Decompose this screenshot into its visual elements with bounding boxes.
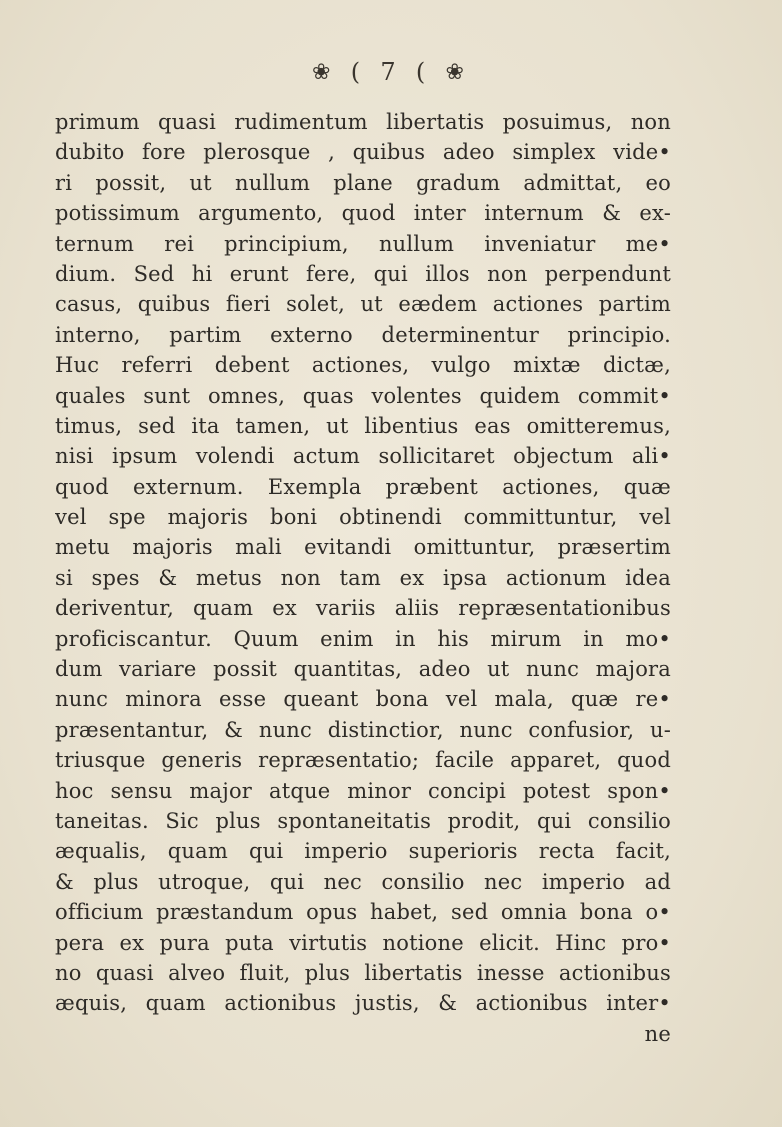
- text-line-19: dum variare possit quantitas, adeo ut nunc majora: [55, 657, 671, 682]
- text-line-21: præsentantur, & nunc distinctior, nunc confusior, u-: [55, 717, 671, 742]
- text-line-18: proficiscantur. Quum enim in his mirum in mo•: [55, 626, 671, 651]
- text-line-22: triusque generis repræsentatio; facile apparet, quod: [55, 748, 671, 773]
- text-line-23: hoc sensu major atque minor concipi potest spon•: [55, 778, 671, 803]
- paren-right: (: [415, 58, 432, 86]
- ornament-right-icon: ❀: [445, 59, 470, 85]
- text-line-12: nisi ipsum volendi actum sollicitaret objectum ali•: [55, 444, 671, 469]
- page-number: 7: [380, 58, 402, 86]
- paren-left: (: [350, 58, 367, 86]
- text-line-20: nunc minora esse queant bona vel mala, quæ re•: [55, 687, 671, 712]
- text-line-17: deriventur, quam ex variis aliis repræsentationibus: [55, 596, 671, 621]
- text-line-14: vel spe majoris boni obtinendi committuntur, vel: [55, 505, 671, 530]
- catchword: ne: [644, 1021, 671, 1046]
- page-header: [0, 56, 782, 86]
- text-line-25: æqualis, quam qui imperio superioris recta facit,: [55, 839, 671, 864]
- text-line-8: interno, partim externo determinentur principio.: [55, 322, 671, 347]
- ornament-left-icon: ❀: [312, 59, 337, 85]
- text-line-6: dium. Sed hi erunt fere, qui illos non perpendunt: [55, 261, 671, 286]
- text-line-29: no quasi alveo fluit, plus libertatis inesse actionibus: [55, 960, 671, 985]
- text-line-9: Huc referri debent actiones, vulgo mixtæ dictæ,: [55, 353, 671, 378]
- text-line-7: casus, quibus fieri solet, ut eædem actiones partim: [55, 292, 671, 317]
- text-line-27: officium præstandum opus habet, sed omnia bona o•: [55, 900, 671, 925]
- text-line-3: ri possit, ut nullum plane gradum admittat, eo: [55, 170, 671, 195]
- body-text: [55, 107, 671, 1049]
- text-line-28: pera ex pura puta virtutis notione elicit. Hinc pro•: [55, 930, 671, 955]
- text-line-15: metu majoris mali evitandi omittuntur, præsertim: [55, 535, 671, 560]
- text-line-5: ternum rei principium, nullum inveniatur me•: [55, 231, 671, 256]
- text-line-2: dubito fore plerosque , quibus adeo simplex vide•: [55, 140, 671, 165]
- text-line-1: primum quasi rudimentum libertatis posuimus, non: [55, 110, 671, 134]
- text-line-26: & plus utroque, qui nec consilio nec imperio ad: [55, 869, 671, 894]
- text-line-16: si spes & metus non tam ex ipsa actionum idea: [55, 565, 671, 590]
- text-line-13: quod externum. Exempla præbent actiones, quæ: [55, 474, 671, 499]
- text-line-4: potissimum argumento, quod inter internum & ex-: [55, 201, 671, 226]
- text-line-10: quales sunt omnes, quas volentes quidem commit•: [55, 383, 671, 408]
- text-line-30: æquis, quam actionibus justis, & actionibus inter•: [55, 991, 671, 1016]
- text-line-11: timus, sed ita tamen, ut libentius eas omitteremus,: [55, 413, 671, 438]
- text-line-24: taneitas. Sic plus spontaneitatis prodit, qui consilio: [55, 808, 671, 833]
